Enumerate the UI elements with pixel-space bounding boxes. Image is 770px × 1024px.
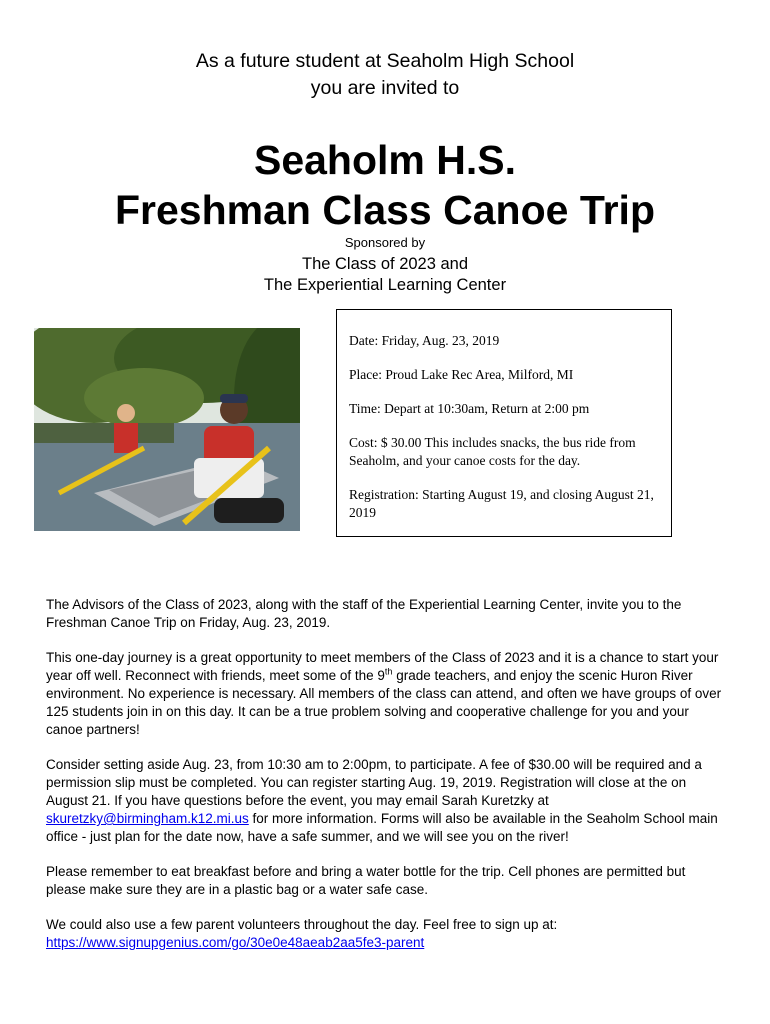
paragraph-invite: The Advisors of the Class of 2023, along with the staff of the Experiential Learning Center, invite you to the Freshman Canoe Trip on Friday, Aug. 23, 2019. xyxy=(46,597,682,630)
invite-line-1: As a future student at Seaholm High School xyxy=(195,50,575,72)
paragraph-journey xyxy=(46,649,726,739)
paragraph-schedule-end: for more information. Forms will also be available in the Seaholm School main office - just plan for the date now, have a safe summer, and we will see you on the river! xyxy=(46,811,718,844)
paragraph-schedule xyxy=(46,756,726,846)
sponsor-line-1: The Class of 2023 and xyxy=(301,255,469,273)
signup-link[interactable]: https://www.signupgenius.com/go/30e0e48aeab2aa5fe3-parent xyxy=(46,935,425,950)
event-place: Place: Proud Lake Rec Area, Milford, MI xyxy=(349,367,574,382)
sponsor-line-2: The Experiential Learning Center xyxy=(263,276,507,294)
event-details-box xyxy=(336,309,672,537)
event-time: Time: Depart at 10:30am, Return at 2:00 pm xyxy=(349,401,590,416)
event-registration: Registration: Starting August 19, and closing August 21, 2019 xyxy=(349,487,654,520)
superscript-th: th xyxy=(384,666,393,677)
contact-email-link[interactable]: skuretzky@birmingham.k12.mi.us xyxy=(46,811,249,826)
event-date: Date: Friday, Aug. 23, 2019 xyxy=(349,333,500,348)
paragraph-volunteers xyxy=(46,916,726,952)
paragraph-reminders: Please remember to eat breakfast before and bring a water bottle for the trip. Cell phones are permitted but please make sure they are in a plastic bag or a water safe case. xyxy=(46,864,686,897)
canoe-photo xyxy=(34,328,300,531)
letter-body xyxy=(46,596,726,969)
event-title xyxy=(0,135,770,235)
title-line-2: Freshman Class Canoe Trip xyxy=(114,187,655,233)
invitation-intro xyxy=(0,48,770,102)
title-line-1: Seaholm H.S. xyxy=(253,137,516,183)
paragraph-journey-start: This one-day journey is a great opportunity to meet members of the Class of 2023 and it is a chance to start your year off well. Reconnect with friends, meet some of the 9 xyxy=(46,650,719,683)
paragraph-journey-end: grade teachers, and enjoy the scenic Huron River environment. No experience is necessary. All members of the class can attend, and often we have groups of over 125 students join in on this day. It can be a true problem solving and cooperative challenge for you and your canoe partners! xyxy=(46,668,722,737)
volunteer-text: We could also use a few parent volunteers throughout the day. Feel free to sign up at: xyxy=(46,917,558,932)
invite-line-2: you are invited to xyxy=(310,77,460,99)
paragraph-schedule-start: Consider setting aside Aug. 23, from 10:30 am to 2:00pm, to participate. A fee of $30.00 will be required and a permission slip must be completed. You can register starting Aug. 19, 2019. Registration will close at the on August 21. If you have questions before the event, you may email Sarah Kuretzky at xyxy=(46,757,702,808)
sponsors xyxy=(0,254,770,296)
event-cost: Cost: $ 30.00 This includes snacks, the bus ride from Seaholm, and your canoe costs for the day. xyxy=(349,435,636,468)
sponsored-by-label: Sponsored by xyxy=(344,235,426,250)
